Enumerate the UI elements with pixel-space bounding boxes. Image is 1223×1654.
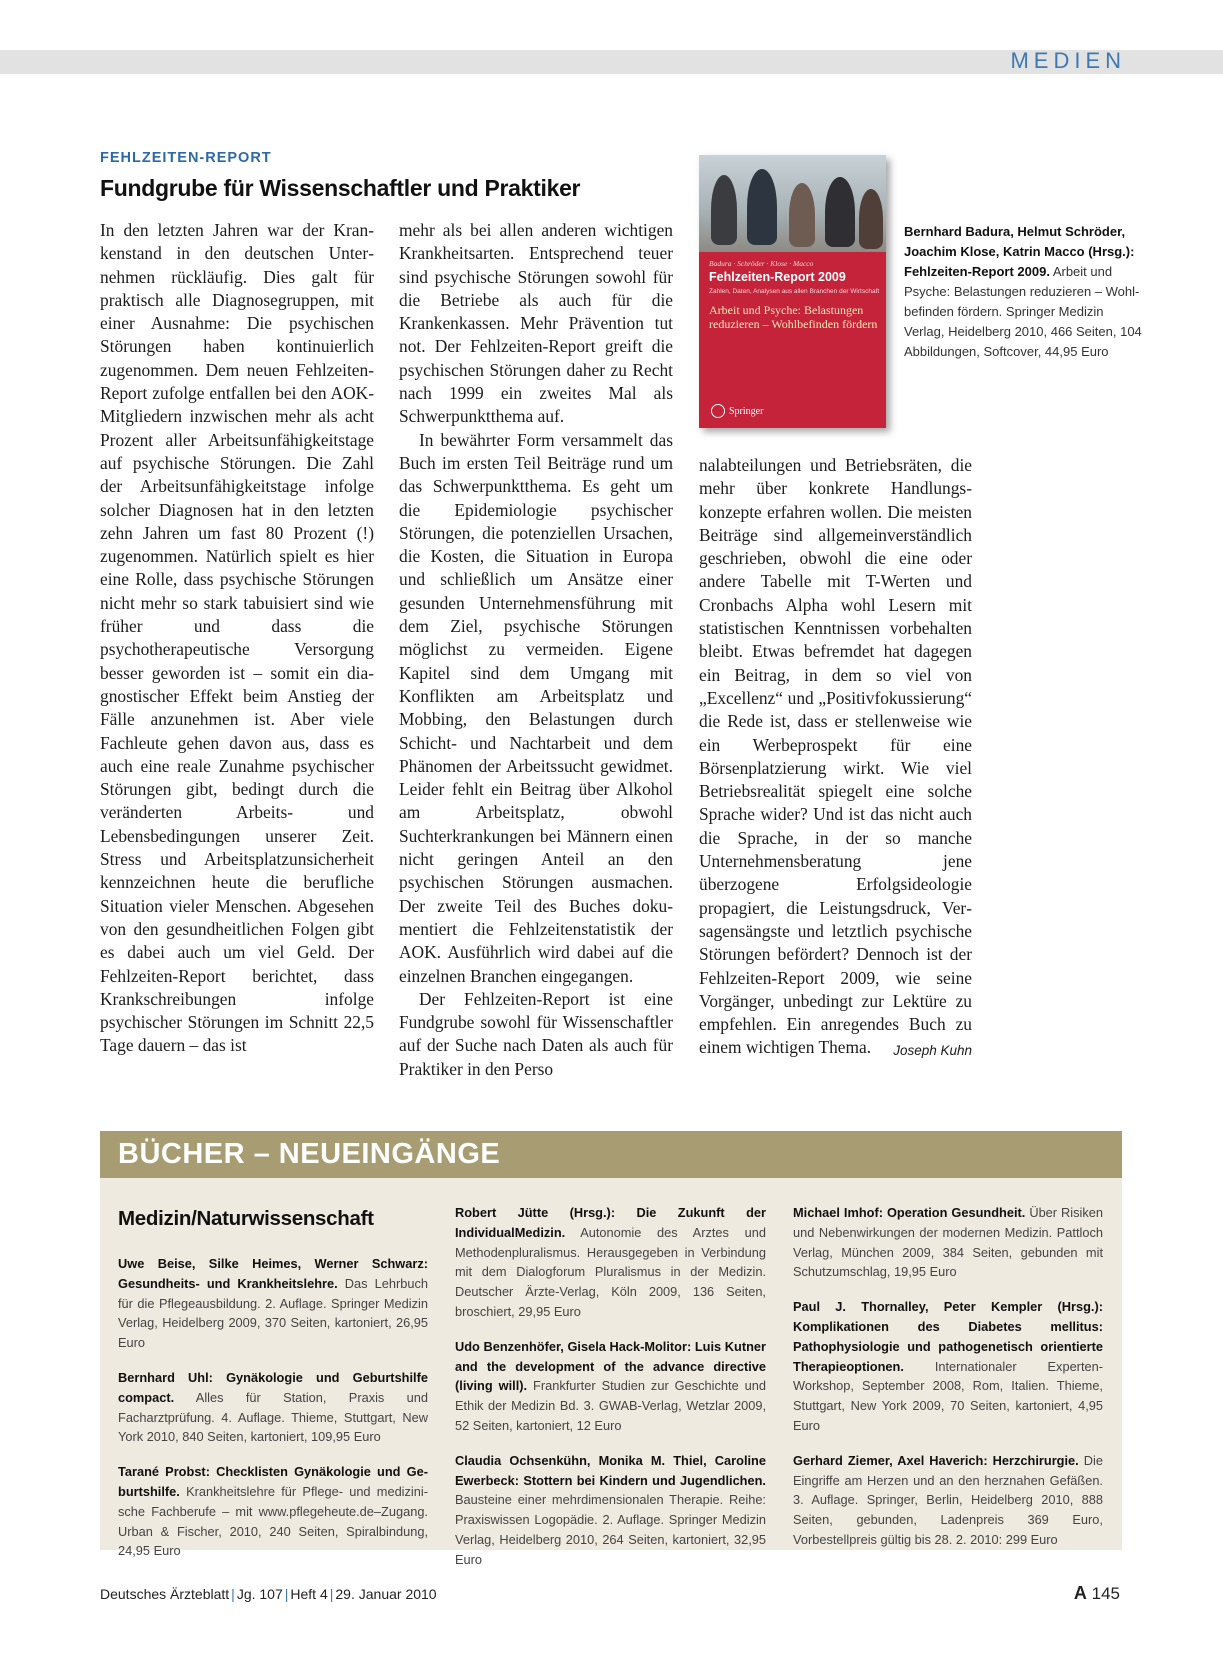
book-entry-title: Udo Benzenhöfer, Gisela Hack-Molitor: Luis Kutner and the development of the advance directive (living will). xyxy=(455,1338,766,1394)
article-column-1 xyxy=(100,219,374,1058)
footer-date: 29. Januar 2010 xyxy=(335,1586,437,1602)
book-entry-details: Krankheitslehre für Pflege- und medizinische Fachberufe – mit www.pflegeheute.de–Zugang. Urban & Fischer, 2010, 240 Seiten, Spiralbindung, 24,95 Euro xyxy=(118,1483,428,1559)
book-entry-title: Paul J. Thornalley, Peter Kempler (Hrsg.): Komplikationen des Diabetes mellitus: Pathophysiologie und pathogenetisch orientierte Therapieoptionen. xyxy=(793,1299,1103,1374)
footer-separator: | xyxy=(231,1586,235,1602)
book-entry xyxy=(455,1337,766,1436)
cover-person-figure xyxy=(789,183,815,247)
footer-journal: Deutsches Ärzteblatt xyxy=(100,1586,230,1602)
book-entry xyxy=(793,1451,1103,1550)
footer-separator: | xyxy=(329,1586,334,1602)
page-number xyxy=(1074,1583,1120,1604)
cover-photo xyxy=(699,155,886,252)
article-paragraph-text: nalabteilungen und Betriebsräten, die mehr über konkrete Handlungskonzepte erfahren wollen. Die meisten Beiträge sind allgemeinverständlich geschrieben, obwohl die eine oder andere Tabelle mit T-Werten und Cronbachs Alpha wohl Lesern mit statistischen Kenntnissen vorbehalten bleibt. Etwas befremdet hat dagegen ein Beitrag, in dem so viel von „Excellenz“ und „Positivfokussierung“ die Rede ist, dass er stellenweise wie ein Werbeprospekt für eine Börsenplatzierung wirkt. Wie viel Betriebsrealität spiegelt eine solche Sprache wider? Und ist das nicht auch die Sprache, in der so manche Unternehmensberatung jene überzogene Erfolgsideologie propagiert, die Leistungsdruck, Versagensängste und letztlich psychische Störungen befördert? Dennoch ist der Fehlzeiten-Report 2009, wie seine Vorgänger, unbedingt zur Lektüre zu empfehlen. Ein anregendes Buch zu einem wichtigen Thema. xyxy=(699,455,972,1058)
book-entry-title: Claudia Ochsenkühn, Monika M. Thiel, Caroline Ewerbeck: Stottern bei Kindern und Jugendlichen. xyxy=(455,1452,766,1488)
book-entry-title: Gerhard Ziemer, Axel Haverich: Herzchirurgie. xyxy=(793,1452,1079,1468)
footer-separator: | xyxy=(284,1586,289,1602)
page-number-prefix: A xyxy=(1073,1583,1087,1603)
book-entry xyxy=(793,1203,1103,1282)
article-headline: Fundgrube für Wissenschaftler und Praktiker xyxy=(100,175,581,201)
book-entry-details: Bausteine einer mehrdimensionalen Therapie. Reihe: Praxiswissen Logopädie. 2. Auflage. Springer Medizin Verlag, Heidelberg 2010, 264 Seiten, kartoniert, 32,95 Euro xyxy=(455,1492,766,1567)
book-entry-title: Robert Jütte (Hrsg.): Die Zukunft der IndividualMedizin. xyxy=(455,1205,766,1240)
book-entry xyxy=(455,1451,766,1570)
book-entry-details: Alles für Station, Praxis und Facharztprüfung. 4. Auflage. Thieme, Stuttgart, New York 2010, 840 Seiten, kartoniert, 109,95 Euro xyxy=(118,1389,428,1445)
books-column-2 xyxy=(455,1203,766,1585)
article-author: Joseph Kuhn xyxy=(893,1043,972,1059)
cover-publisher: Springer xyxy=(729,406,764,417)
page-footer xyxy=(100,1586,437,1602)
book-entry xyxy=(118,1462,428,1561)
cover-person-figure xyxy=(747,169,777,245)
article-paragraph: In bewährter Form versammelt das Buch im ersten Teil Beiträge rund um das Schwerpunktthema. Es geht um die Epidemiologie psychischer Störungen, die potenziellen Ursachen, die Kosten, die Situation in Europa und schließlich um Ansätze einer gesunden Unternehmensführung mit dem Ziel, psychische Störungen möglichst zu vermeiden. Eigene Kapitel sind dem Umgang mit Konflikten am Arbeitsplatz und Mobbing, den Belastungen durch Schicht- und Nachtarbeit und dem Phänomen der Arbeitssucht gewidmet. Leider fehlt ein Beitrag über Alkohol am Arbeitsplatz, obwohl Suchterkrankungen bei Männern einen nicht geringen Anteil an den psychischen Störungen ausmachen. Der zweite Teil des Buches dokumentiert die Fehlzeitenstatistik der AOK. Ausführlich wird dabei auf die einzelnen Branchen eingegangen. xyxy=(399,429,673,986)
book-entry xyxy=(793,1297,1103,1436)
cover-topic: Arbeit und Psyche: Belastungen reduzieren – Wohlbefinden fördern xyxy=(709,303,878,331)
cover-person-figure xyxy=(825,177,855,247)
books-column-1 xyxy=(118,1254,428,1576)
article-column-2 xyxy=(399,219,673,1081)
cover-person-figure xyxy=(711,175,737,245)
book-entry-details: Die Eingriffe am Herzen und an den herznahen Gefäßen. 3. Auflage. Springer, Berlin, Heidelberg 2010, 888 Seiten, gebunden, Ladenpreis 369 Euro, Vorbestellpreis gültig bis 28. 2. 2010: 299 Euro xyxy=(793,1452,1103,1547)
books-column-3 xyxy=(793,1203,1103,1565)
books-section-header xyxy=(100,1131,1122,1178)
books-subhead: Medizin/Naturwissenschaft xyxy=(118,1207,374,1230)
book-entry-details: Frankfurter Studien zur Geschichte und Ethik der Medizin Bd. 3. GWAB-Verlag, Wetzlar 2009, 52 Seiten, kartoniert, 12 Euro xyxy=(455,1378,766,1433)
book-entry-details: Internationaler Experten-Workshop, September 2008, Rom, Italien. Thieme, Stuttgart, New York 2009, 70 Seiten, kartoniert, 4,95 Euro xyxy=(793,1358,1103,1433)
section-label: MEDIEN xyxy=(1010,48,1126,73)
books-section-title: BÜCHER – NEUEINGÄNGE xyxy=(118,1138,501,1170)
springer-logo-icon xyxy=(711,404,725,418)
article-paragraph: In den letzten Jahren war der Krankenstand in den deutschen Unternehmen rückläufig. Dies galt für praktisch alle Diagnosegruppen, mit einer Ausnahme: Die psychischen Störungen haben kontinuierlich zugenommen. Dem neuen Fehlzeiten-Report zufolge entfallen bei den AOK-Mitgliedern inzwischen mehr als acht Prozent aller Arbeitsunfähigkeitstage auf psychische Störungen. Die Zahl der Arbeitsunfähigkeitstage infolge solcher Diagnosen hat in den letzten zehn Jahren um fast 80 Prozent (!) zugenommen. Natürlich spielt es hier eine Rolle, dass psychische Störungen nicht mehr so stark tabuisiert sind wie früher und dass die psychotherapeutische Versorgung besser geworden ist – somit ein diagnostischer Effekt beim Anstieg der Fälle anzunehmen ist. Aber viele Fachleute gehen davon aus, dass es auch eine reale Zunahme psychischer Störungen gibt, bedingt durch die veränderten Arbeits- und Lebensbedingungen unserer Zeit. Stress und Arbeitsplatzunsicherheit kennzeichnen heute die berufliche Situation vieler Menschen. Abgesehen von den gesundheitlichen Folgen gibt es dabei auch um viel Geld. Der Fehlzeiten-Report berichtet, dass Krankschreibungen infolge psychischer Störungen im Schnitt 22,5 Tage dauern – das ist xyxy=(100,220,374,1056)
caption-text: Arbeit und Psyche: Belastungen reduzieren – Wohlbefinden fördern. Springer Medizin Verlag, Heidelberg 2010, 466 Seiten, 104 Abbildungen, Softcover, 44,95 Euro xyxy=(904,264,1142,359)
cover-title: Fehlzeiten-Report 2009 xyxy=(709,270,846,284)
cover-person-figure xyxy=(859,189,883,249)
footer-issue: Heft 4 xyxy=(290,1586,328,1602)
book-entry-title: Tarané Probst: Checklisten Gynäkologie und Geburtshilfe. xyxy=(118,1464,428,1499)
book-entry xyxy=(455,1203,766,1322)
article-paragraph: Der Fehlzeiten-Report ist eine Fundgrube sowohl für Wissenschaftler auf der Suche nach Daten als auch für Praktiker in den Perso xyxy=(399,988,673,1079)
book-entry xyxy=(118,1254,428,1353)
article-kicker: FEHLZEITEN-REPORT xyxy=(100,150,272,166)
cover-subtitle: Zahlen, Daten, Analysen aus allen Branchen der Wirtschaft xyxy=(709,288,880,295)
footer-volume: Jg. 107 xyxy=(236,1586,283,1602)
caption-bold: Bernhard Badura, Helmut Schröder, Joachim Klose, Katrin Macco (Hrsg.): Fehlzeiten-Report 2009. xyxy=(904,224,1135,279)
article-paragraph: mehr als bei allen anderen wichtigen Krankheitsarten. Entsprechend teuer sind psychische Störungen sowohl für die Betriebe als auch für die Krankenkassen. Mehr Prävention tut not. Der Fehlzeiten-Report greift die psychischen Störungen daher zu Recht nach 1999 ein zweites Mal als Schwerpunktthema auf. xyxy=(399,220,673,427)
cover-authors: Badura · Schröder · Klose · Macco xyxy=(709,259,814,268)
book-entry-details: Das Lehrbuch für die Pflegeausbildung. 2. Auflage. Springer Medizin Verlag, Heidelberg 2009, 370 Seiten, kartoniert, 26,95 Euro xyxy=(118,1275,428,1351)
book-cover-image xyxy=(699,155,886,428)
article-column-3 xyxy=(699,454,972,1063)
book-caption xyxy=(904,222,1142,362)
article-paragraph xyxy=(699,454,972,1060)
book-entry-title: Michael Imhof: Operation Gesundheit. xyxy=(793,1205,1026,1220)
book-entry-title: Uwe Beise, Silke Heimes, Werner Schwarz: Gesundheits- und Krankheitslehre. xyxy=(118,1256,428,1291)
page-number-value: 145 xyxy=(1091,1584,1120,1603)
book-entry-title: Bernhard Uhl: Gynäkologie und Geburtshilfe compact. xyxy=(118,1369,428,1405)
book-entry-details: Über Risiken und Nebenwirkungen der modernen Medizin. Pattloch Verlag, München 2009, 384 Seiten, gebunden mit Schutzumschlag, 19,95 Euro xyxy=(793,1205,1103,1280)
book-entry-details: Autonomie des Arztes und Methodenpluralismus. Herausgegeben in Verbindung mit dem Dialogforum Pluralismus in der Medizin. Deutscher Ärzte-Verlag, Köln 2009, 136 Seiten, broschiert, 29,95 Euro xyxy=(455,1224,766,1319)
book-entry xyxy=(118,1368,428,1447)
